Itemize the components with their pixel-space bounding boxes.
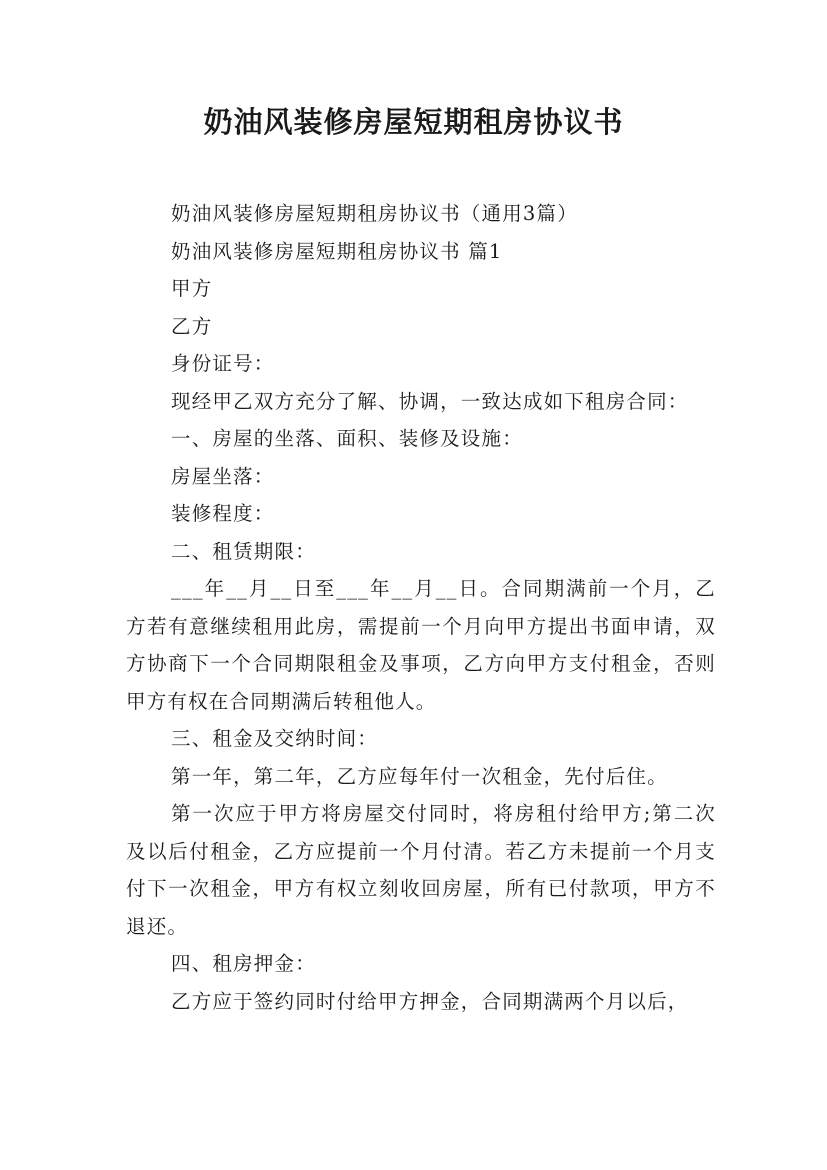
paragraph-section-heading: 奶油风装修房屋短期租房协议书 篇1 [171,239,503,263]
document-body [126,195,716,1020]
paragraph-clause-1-heading: 一、房屋的坐落、面积、装修及设施： [171,427,523,450]
paragraph-party-b: 乙方 [171,314,213,338]
paragraph-agreement-intro: 现经甲乙双方充分了解、协调，一致达成如下租房合同： [171,389,689,413]
document-title: 奶油风装修房屋短期租房协议书 [203,105,624,139]
paragraph-rent-yearly: 第一年，第二年，乙方应每年付一次租金，先付后住。 [171,764,668,788]
paragraph-lease-term: ___年__月__日至___年__月__日。合同期满前一个月，乙方若有意继续租用此房，需提前一个月向甲方提出书面申请，双方协商下一个合同期限租金及事项，乙方向甲方支付租金，否则甲方有权在合同期满后转租他人。 [126,577,716,713]
paragraph-party-a: 甲方 [171,277,213,300]
paragraph-rent-payment: 第一次应于甲方将房屋交付同时，将房租付给甲方;第二次及以后付租金，乙方应提前一个月付清。若乙方未提前一个月支付下一次租金，甲方有权立刻收回房屋，所有已付款项，甲方不退还。 [126,802,716,938]
paragraph-clause-4-heading: 四、租房押金： [171,952,316,975]
paragraph-deposit: 乙方应于签约同时付给甲方押金，合同期满两个月以后， [171,989,689,1013]
paragraph-house-location: 房屋坐落： [171,464,275,488]
paragraph-id-number: 身份证号： [171,352,275,375]
paragraph-clause-2-heading: 二、租赁期限： [171,539,316,563]
paragraph-clause-3-heading: 三、租金及交纳时间： [171,727,379,750]
paragraph-decoration-level: 装修程度： [171,502,275,525]
paragraph-subtitle: 奶油风装修房屋短期租房协议书（通用3篇） [171,202,578,225]
